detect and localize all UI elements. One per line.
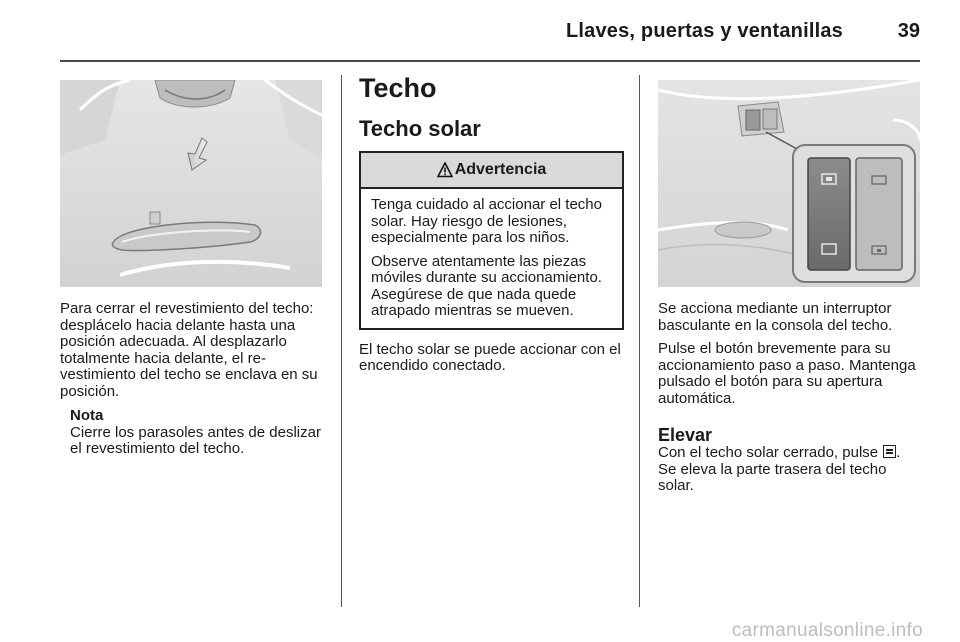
section-title: Techo	[359, 73, 437, 103]
note-block	[70, 408, 322, 458]
column-2	[359, 72, 624, 375]
note-label: Nota	[70, 407, 104, 424]
elevar-result-text: Se eleva la parte trasera del techo solar.	[658, 460, 887, 494]
column-1	[60, 80, 322, 458]
warning-text-2: Observe atentamente las piezas móviles durante su accionamiento. Asegúrese de que nada quede atrapado mientras se mueven.	[371, 252, 602, 319]
watermark: carmanualsonline.info	[731, 620, 923, 641]
warning-body	[361, 189, 622, 328]
switch-location-text: Se acciona mediante un interruptor basculante en la consola del techo.	[658, 300, 893, 334]
warning-box	[359, 151, 624, 330]
running-header-title: Llaves, puertas y ventanillas	[565, 20, 843, 42]
warning-title: Advertencia	[454, 161, 547, 178]
note-text: Cierre los parasoles antes de deslizar el revestimiento del techo.	[70, 423, 321, 457]
roof-console-switch-illustration	[658, 80, 920, 287]
column-3	[658, 80, 920, 495]
headliner-instructions: Para cerrar el revestimiento del techo: desplácelo hacia delante hasta una posición adecuada. Al desplazarlo totalmente hacia delante, el revestimiento del techo se enclava en su posición.	[60, 300, 318, 400]
headliner-illustration	[60, 80, 322, 287]
elevar-text-end: .	[896, 444, 901, 461]
column-divider-1	[341, 75, 342, 607]
elevar-text-start: Con el techo solar cerrado, pulse	[658, 444, 879, 461]
warning-triangle-icon	[437, 162, 453, 178]
page-number: 39	[897, 20, 920, 42]
subsection-title: Techo solar	[359, 116, 481, 141]
elevar-text	[658, 445, 920, 495]
sunroof-ignition-text: El techo solar se puede accionar con el encendido conectado.	[359, 340, 621, 374]
warning-text-1: Tenga cuidado al accionar el techo solar. Hay riesgo de lesiones, especialmente para los niños.	[371, 196, 602, 246]
header-rule	[60, 60, 920, 62]
warning-header	[361, 153, 622, 189]
sunroof-tilt-icon	[883, 445, 896, 458]
elevar-heading: Elevar	[658, 425, 713, 445]
column-divider-2	[639, 75, 640, 607]
button-operation-text: Pulse el botón brevemente para su accionamiento paso a paso. Mantenga pulsado el botón para su apertura automática.	[658, 340, 916, 407]
